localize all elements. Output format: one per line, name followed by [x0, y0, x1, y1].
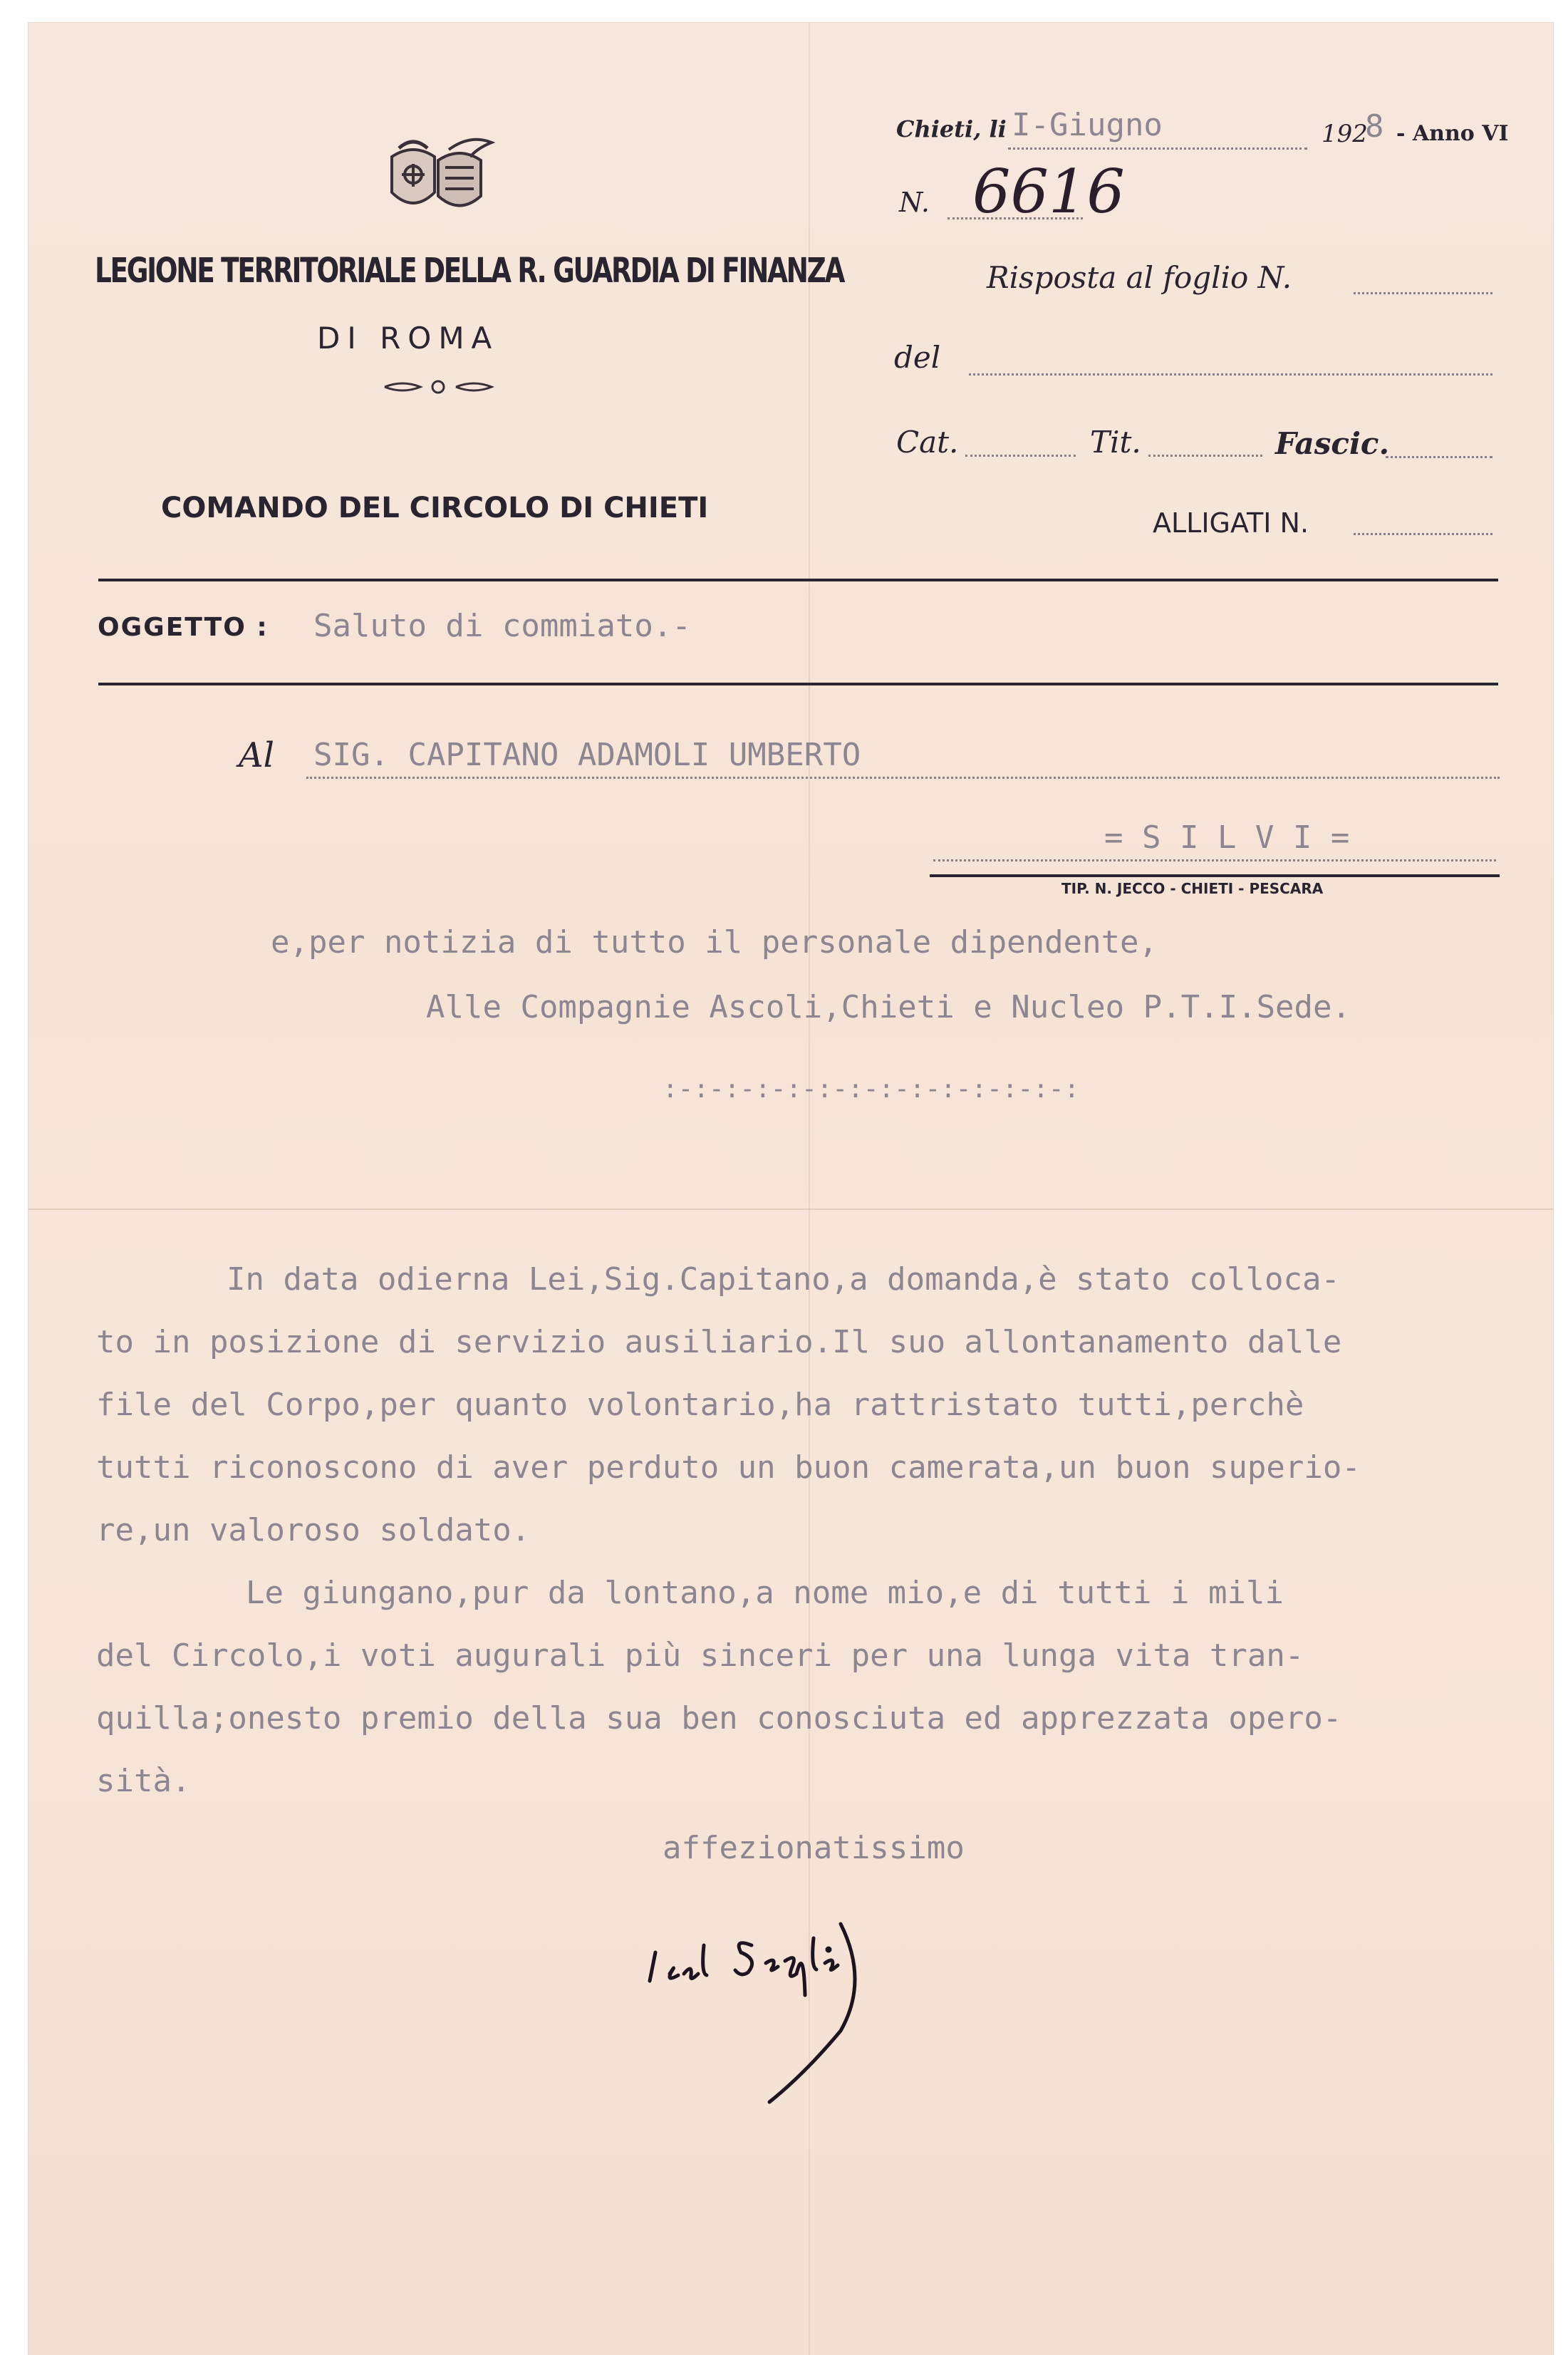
addressee-place: = S I L V I = — [1104, 819, 1350, 856]
risposta-label: Risposta al foglio N. — [987, 260, 1292, 295]
top-rule — [98, 579, 1498, 581]
coat-of-arms-icon — [370, 135, 499, 221]
place-label: Chieti, li — [896, 115, 1007, 143]
command-heading: COMANDO DEL CIRCOLO DI CHIETI — [161, 492, 709, 524]
addressee-name: SIG. CAPITANO ADAMOLI UMBERTO — [313, 737, 861, 773]
cc-line-1: e,per notizia di tutto il personale dipendente, — [271, 924, 1158, 961]
signature-icon — [627, 1895, 926, 2109]
body-line: sità. — [96, 1763, 191, 1799]
body-line: tutti riconoscono di aver perduto un buon camerata,un buon superio- — [96, 1449, 1361, 1486]
date-dotline — [1008, 147, 1307, 150]
separator-line: :-:-:-:-:-:-:-:-:-:-:-:-:-: — [663, 1075, 1080, 1104]
addressee-dotline — [306, 777, 1500, 779]
paper-fold — [28, 1208, 1553, 1210]
year-digit: 8 — [1365, 108, 1384, 145]
bottom-rule — [98, 683, 1498, 685]
place-dotline — [933, 859, 1496, 861]
body-line: to in posizione di servizio ausiliario.Il suo allontanamento dalle — [96, 1324, 1342, 1360]
body-line: re,un valoroso soldato. — [96, 1512, 531, 1548]
body-line: file del Corpo,per quanto volontario,ha rattristato tutti,perchè — [96, 1387, 1304, 1423]
printer-credit: TIP. N. JECCO - CHIETI - PESCARA — [1061, 880, 1324, 897]
cat-label: Cat. — [896, 425, 959, 460]
year-prefix: 192 — [1322, 120, 1368, 148]
risposta-dotline — [1354, 292, 1492, 294]
subject-label: OGGETTO : — [98, 613, 269, 642]
del-label: del — [894, 340, 941, 375]
body-line: del Circolo,i voti augurali più sinceri per una lunga vita tran- — [96, 1637, 1304, 1674]
number-label: N. — [899, 187, 930, 218]
city-heading: DI ROMA — [317, 321, 499, 356]
allegati-label: ALLIGATI N. — [1153, 507, 1309, 539]
number-dotline — [947, 217, 1083, 219]
tit-label: Tit. — [1090, 425, 1141, 460]
del-dotline — [969, 373, 1492, 376]
subject-text: Saluto di commiato.- — [313, 608, 691, 644]
place-rule — [930, 874, 1500, 877]
body-line: quilla;onesto premio della sua ben conosciuta ed apprezzata opero- — [96, 1700, 1342, 1737]
ornament-icon — [381, 376, 495, 398]
fascic-label: Fascic. — [1275, 426, 1390, 461]
tit-dotline — [1148, 455, 1262, 457]
protocol-number: 6616 — [972, 157, 1125, 227]
fascic-dotline — [1386, 456, 1492, 458]
date-value: I-Giugno — [1012, 107, 1163, 143]
allegati-dotline — [1354, 533, 1492, 535]
closing-text: affezionatissimo — [663, 1830, 965, 1866]
addressee-prefix: Al — [239, 735, 275, 775]
cc-line-2: Alle Compagnie Ascoli,Chieti e Nucleo P.T.I.Sede. — [426, 989, 1351, 1025]
anno-label: - Anno VI — [1396, 121, 1509, 146]
legion-heading: LEGIONE TERRITORIALE DELLA R. GUARDIA DI FINANZA — [95, 251, 844, 291]
body-line: In data odierna Lei,Sig.Capitano,a domanda,è stato colloca- — [227, 1261, 1340, 1298]
body-line: Le giungano,pur da lontano,a nome mio,e di tutti i mili — [246, 1575, 1284, 1611]
cat-dotline — [965, 455, 1076, 457]
